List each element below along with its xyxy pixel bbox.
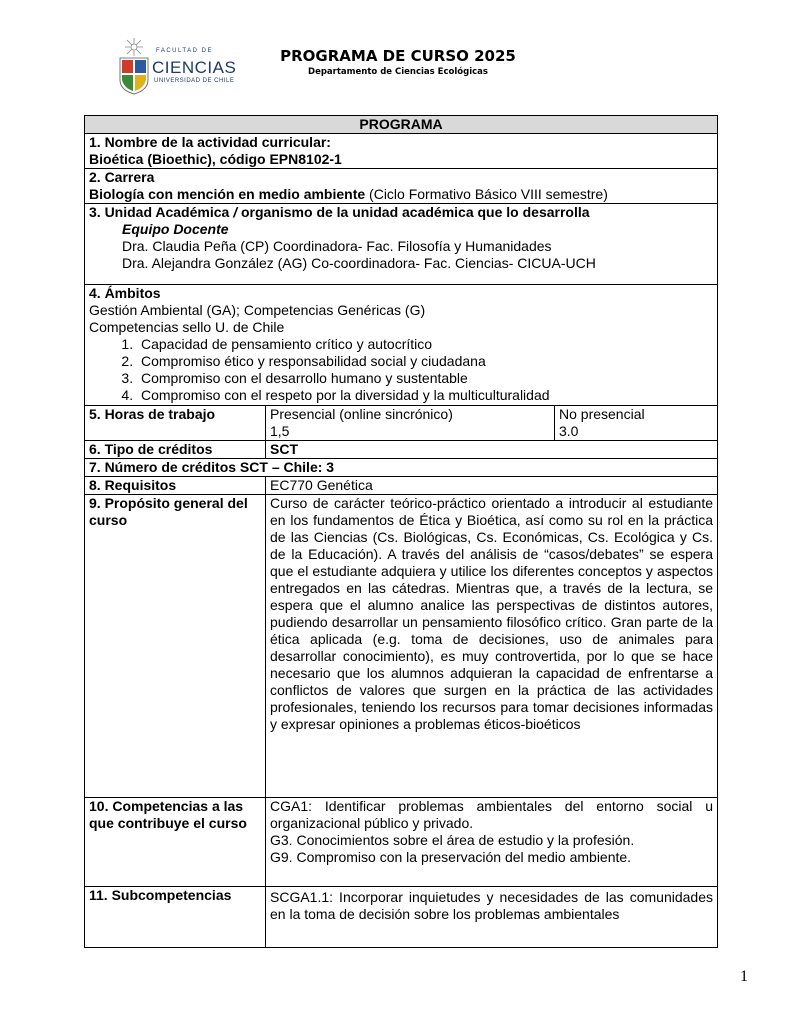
table-heading-row (85, 116, 718, 134)
section-11-text: SCGA1.1: Incorporar inquietudes y necesidades de las comunidades en la toma de decisión sobre los problemas ambientales (270, 889, 713, 922)
section-1-value: Bioética (Bioethic), código EPN8102-1 (89, 151, 342, 167)
section-5-label: 5. Horas de trabajo (85, 406, 266, 441)
team-label: Equipo Docente (122, 221, 229, 237)
list-item: 3. Compromiso con el desarrollo humano y sustentable (137, 370, 713, 387)
section-6-row (85, 441, 718, 459)
section-6-label: 6. Tipo de créditos (85, 441, 266, 459)
section-2-value (89, 186, 713, 203)
section-2-row (85, 169, 718, 204)
section-3-row (85, 204, 718, 285)
section-3-label (89, 204, 713, 221)
section-4-label: 4. Ámbitos (89, 285, 161, 301)
section-3-label-part2: organismo de la unidad académica que lo desarrolla (237, 204, 590, 220)
no-presencial-value: 3.0 (559, 423, 579, 439)
section-1-row (85, 134, 718, 169)
university-logo (116, 36, 237, 96)
section-4-line1: Gestión Ambiental (GA); Competencias Genéricas (G) (89, 302, 426, 318)
shield-star-icon (116, 36, 156, 96)
section-8-value: EC770 Genética (266, 477, 718, 495)
presencial-value: 1,5 (270, 423, 290, 439)
team-member: Dra. Alejandra González (AG) Co-coordinadora- Fac. Ciencias- CICUA-UCH (122, 255, 596, 271)
no-presencial-label: No presencial (559, 406, 645, 422)
program-table (84, 115, 718, 948)
logo-university: UNIVERSIDAD DE CHILE (154, 78, 235, 84)
section-10-row (85, 798, 718, 887)
logo-name: CIENCIAS (152, 58, 237, 77)
section-11-row (85, 887, 718, 948)
section-2-value-rest: (Ciclo Formativo Básico VIII semestre) (365, 186, 608, 202)
section-10-label: 10. Competencias a las que contribuye el curso (85, 798, 266, 887)
presencial-label: Presencial (online sincrónico) (270, 406, 453, 422)
section-11-label: 11. Subcompetencias (85, 887, 266, 948)
table-heading: PROGRAMA (85, 116, 718, 134)
section-8-label: 8. Requisitos (85, 477, 266, 495)
competency-item: CGA1: Identificar problemas ambientales del entorno social u organizacional público y privado. (270, 798, 713, 831)
page-title: PROGRAMA DE CURSO 2025 (280, 47, 516, 65)
section-9-label: 9. Propósito general del curso (85, 495, 266, 798)
section-9-text: Curso de carácter teórico-práctico orientado a introducir al estudiante en los fundamentos de Ética y Bioética, así como su rol en la práctica de las Ciencias (Cs. Biológicas, Cs. Económicas, Cs. Ecológica y Cs. de la Educación). A través del análisis de “casos/debates” se espera que el estudiante adquiera y utilice los diferentes conceptos y aspectos entregados en las cátedras. Mientras que, a través de la lectura, se espera que el alumno analice las perspectivas de distintos autores, pudiendo desarrollar un pensamiento filosófico crítico. Gran parte de la ética aplicada (e.g. toma de decisiones, uso de animales para desarrollar conocimiento), es muy controvertida, por lo que se hace necesario que los alumnos adquieran la capacidad de enfrentarse a conflictos de valores que surgen en la práctica de las actividades profesionales, teniendo los recursos para tomar decisiones informadas y expresar opiniones a problemas éticos-bioéticos (266, 495, 718, 798)
department-subtitle: Departamento de Ciencias Ecológicas (308, 67, 488, 77)
section-7-row (85, 459, 718, 477)
competencies-list (89, 336, 713, 404)
section-3-label-part1: 3. Unidad Académica (89, 204, 234, 220)
section-2-label: 2. Carrera (89, 169, 155, 185)
section-8-row (85, 477, 718, 495)
section-4-row (85, 285, 718, 406)
section-6-value: SCT (266, 441, 718, 459)
list-item: 2. Compromiso ético y responsabilidad social y ciudadana (137, 353, 713, 370)
competency-item: G9. Compromiso con la preservación del medio ambiente. (270, 849, 632, 865)
section-2-value-bold: Biología con mención en medio ambiente (89, 186, 366, 202)
section-4-line2: Competencias sello U. de Chile (89, 319, 285, 335)
competency-item: G3. Conocimientos sobre el área de estudio y la profesión. (270, 832, 635, 848)
team-member: Dra. Claudia Peña (CP) Coordinadora- Fac. Filosofía y Humanidades (122, 238, 552, 254)
section-7-label: 7. Número de créditos SCT – Chile: 3 (85, 459, 718, 477)
list-item: 1. Capacidad de pensamiento crítico y autocrítico (137, 336, 713, 353)
section-1-label: 1. Nombre de la actividad curricular: (89, 134, 331, 150)
section-9-row (85, 495, 718, 798)
list-item: 4. Compromiso con el respeto por la diversidad y la multiculturalidad (137, 387, 713, 404)
page-number: 1 (740, 968, 748, 985)
section-5-row (85, 406, 718, 441)
logo-faculty-label: FACULTAD DE (156, 48, 213, 54)
section-3-label-slash: / (233, 204, 238, 220)
